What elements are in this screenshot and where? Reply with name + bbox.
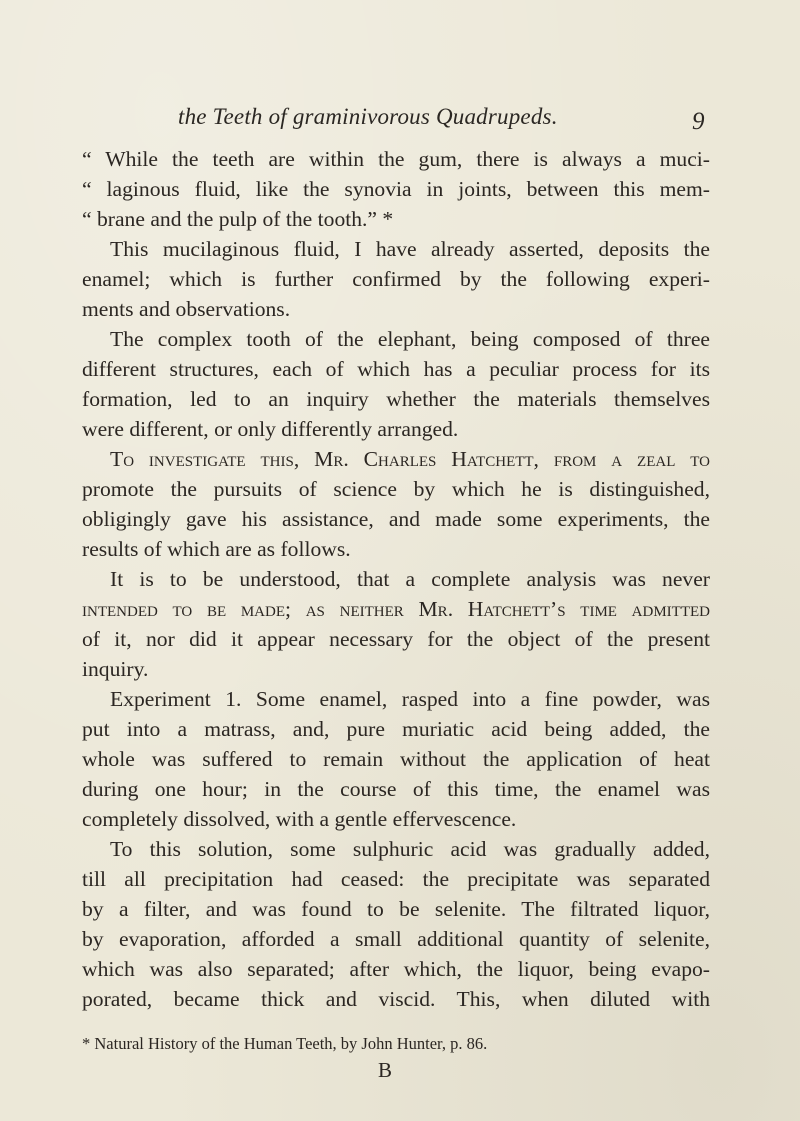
footnote: * Natural History of the Human Teeth, by John Hunter, p. 86. <box>82 1034 488 1053</box>
text-line: intended to be made; as neither Mr. Hatchett’s time admitted <box>82 597 710 621</box>
text-line: of it, nor did it appear necessary for the object of the present <box>82 627 710 651</box>
text-line: whole was suffered to remain without the application of heat <box>82 747 710 771</box>
text-line: by a filter, and was found to be selenite. The filtrated liquor, <box>82 897 710 921</box>
text-line: It is to be understood, that a complete analysis was never <box>110 567 710 591</box>
text-line: porated, became thick and viscid. This, when diluted with <box>82 987 710 1011</box>
text-line: till all precipitation had ceased: the precipitate was separated <box>82 867 710 891</box>
text-line: This mucilaginous fluid, I have already asserted, deposits the <box>110 237 710 261</box>
text-line: were different, or only differently arranged. <box>82 417 459 441</box>
text-line: To this solution, some sulphuric acid was gradually added, <box>110 837 710 861</box>
text-line: inquiry. <box>82 657 149 681</box>
text-line: put into a matrass, and, pure muriatic acid being added, the <box>82 717 710 741</box>
text-line: promote the pursuits of science by which he is distinguished, <box>82 477 710 501</box>
text-line: results of which are as follows. <box>82 537 351 561</box>
text-line: during one hour; in the course of this time, the enamel was <box>82 777 710 801</box>
text-line: Experiment 1. Some enamel, rasped into a fine powder, was <box>110 687 710 711</box>
text-line: “ While the teeth are within the gum, there is always a muci- <box>82 147 710 171</box>
signature-mark: B <box>378 1058 393 1082</box>
page-number: 9 <box>692 108 705 135</box>
text-line: obligingly gave his assistance, and made some experiments, the <box>82 507 710 531</box>
text-line: formation, led to an inquiry whether the materials themselves <box>82 387 710 411</box>
page-header <box>0 90 800 135</box>
text-line: by evaporation, afforded a small additional quantity of selenite, <box>82 927 710 951</box>
text-line: which was also separated; after which, the liquor, being evapo- <box>82 957 710 981</box>
text-line: The complex tooth of the elephant, being composed of three <box>110 327 710 351</box>
text-line: completely dissolved, with a gentle effervescence. <box>82 807 517 831</box>
text-line: enamel; which is further confirmed by the following experi- <box>82 267 710 291</box>
text-line: ments and observations. <box>82 297 291 321</box>
running-head: the Teeth of graminivorous Quadrupeds. <box>178 104 558 129</box>
text-line: “ laginous fluid, like the synovia in joints, between this mem- <box>82 177 710 201</box>
text-line: “ brane and the pulp of the tooth.” * <box>82 207 394 231</box>
text-line: different structures, each of which has a peculiar process for its <box>82 357 710 381</box>
text-line: To investigate this, Mr. Charles Hatchett, from a zeal to <box>110 447 710 471</box>
